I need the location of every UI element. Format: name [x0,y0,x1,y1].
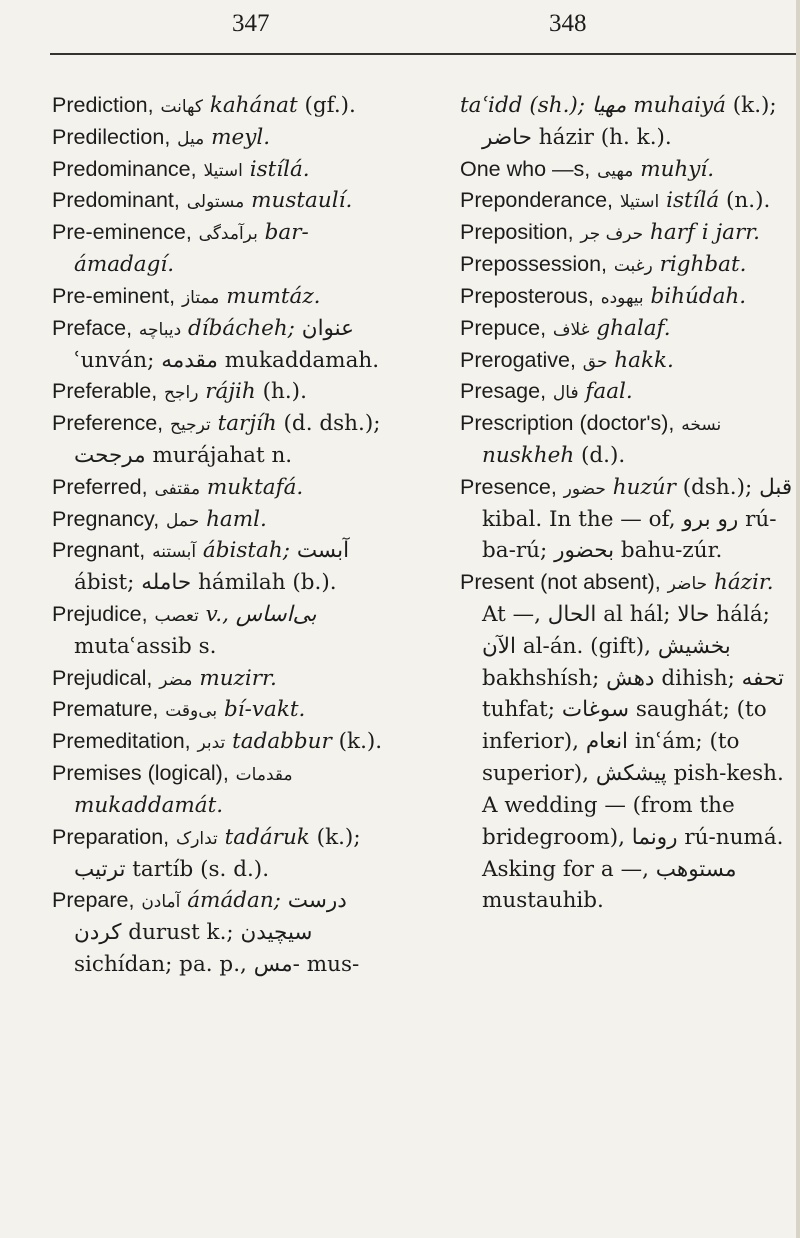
page-number-left: 347 [232,10,270,37]
dictionary-entry: Prepuce, غلاف ghalaf. [460,315,671,341]
page-header [0,10,800,50]
right-column [460,90,800,917]
dictionary-entry: Present (not absent), حاضر házir. At —, الحال al hál; حالا hálá; الآن al-án. (gift), بخشیش bakhshísh; دهش dihish; تحفه tuhfat; سوغات saughát; (to inferior), انعام inʿám; (to superior), پیشکش pish-kesh. A wedding — (from the bridegroom), رونما rú-numá. Asking for a —, مستوهب mustauhib. [460,570,784,914]
dictionary-entry: Pregnant, آبستنه ábistah; آبست ábist; حامله hámilah (b.). [52,538,350,596]
dictionary-entry: Predominance, استیلا istílá. [52,156,310,182]
dictionary-entry: Premises (logical), مقدمات mukaddamát. [52,761,293,818]
dictionary-entry: taʿidd (sh.); مهیا muhaiyá (k.); حاضر házir (h. k.). [460,93,777,150]
dictionary-entry: Presence, حضور huzúr (dsh.); قبل kibal. In the — of, رو برو rú-ba-rú; بحضور bahu-zúr. [460,474,793,564]
dictionary-entry: Prediction, کهانت kahánat (gf.). [52,93,356,118]
dictionary-entry: Presage, فال faal. [460,379,633,405]
dictionary-entry: Preface, دیباچه díbácheh; عنوان ʿunván; مقدمه mukaddamah. [52,315,380,373]
dictionary-entry: Pre-eminence, برآمدگی bar-ámadagí. [52,220,309,278]
dictionary-entry: Prepossession, رغبت righbat. [460,252,747,278]
dictionary-entry: Preferable, راجح rájih (h.). [52,379,307,405]
dictionary-entry: Preposition, حرف جر harf i jarr. [460,220,761,246]
dictionary-entry: Pre-eminent, ممتاز mumtáz. [52,283,321,309]
dictionary-entry: Preference, ترجیح tarjíh (d. dsh.); مرجحت murájahat n. [52,411,381,468]
dictionary-entry: Predominant, مستولی mustaulí. [52,188,353,214]
dictionary-entry: One who —s, مهیی muhyí. [460,156,715,182]
dictionary-entry: Preposterous, بیهوده bihúdah. [460,283,747,309]
dictionary-entry: Premeditation, تدبر tadabbur (k.). [52,729,383,755]
header-rule [50,53,800,55]
page-edge [796,0,800,1238]
dictionary-entry: Premature, بی‌وقت bí-vakt. [52,697,306,723]
page-number-right: 348 [549,10,587,37]
dictionary-entry: Prescription (doctor's), نسخه nuskheh (d.). [460,411,722,468]
dictionary-entry: Prejudical, مضر muzirr. [52,665,277,691]
dictionary-entry: Preparation, تدارک tadáruk (k.); ترتیب tartíb (s. d.). [52,824,361,882]
dictionary-entry: Prepare, آمادن ámádan; درست کردن durust k.; سیچیدن sichídan; pa. p., مس- mus- [52,888,360,977]
dictionary-entry: Predilection, میل meyl. [52,124,271,150]
left-column [52,90,392,981]
dictionary-entry: Preponderance, استیلا istílá (n.). [460,188,771,214]
dictionary-entry: Preferred, مقتفی muktafá. [52,474,304,500]
dictionary-entry: Prerogative, حق hakk. [460,347,674,373]
dictionary-entry: Pregnancy, حمل haml. [52,506,267,532]
dictionary-entry: Prejudice, تعصب v., بی‌اساس mutaʿassib s. [52,602,317,659]
